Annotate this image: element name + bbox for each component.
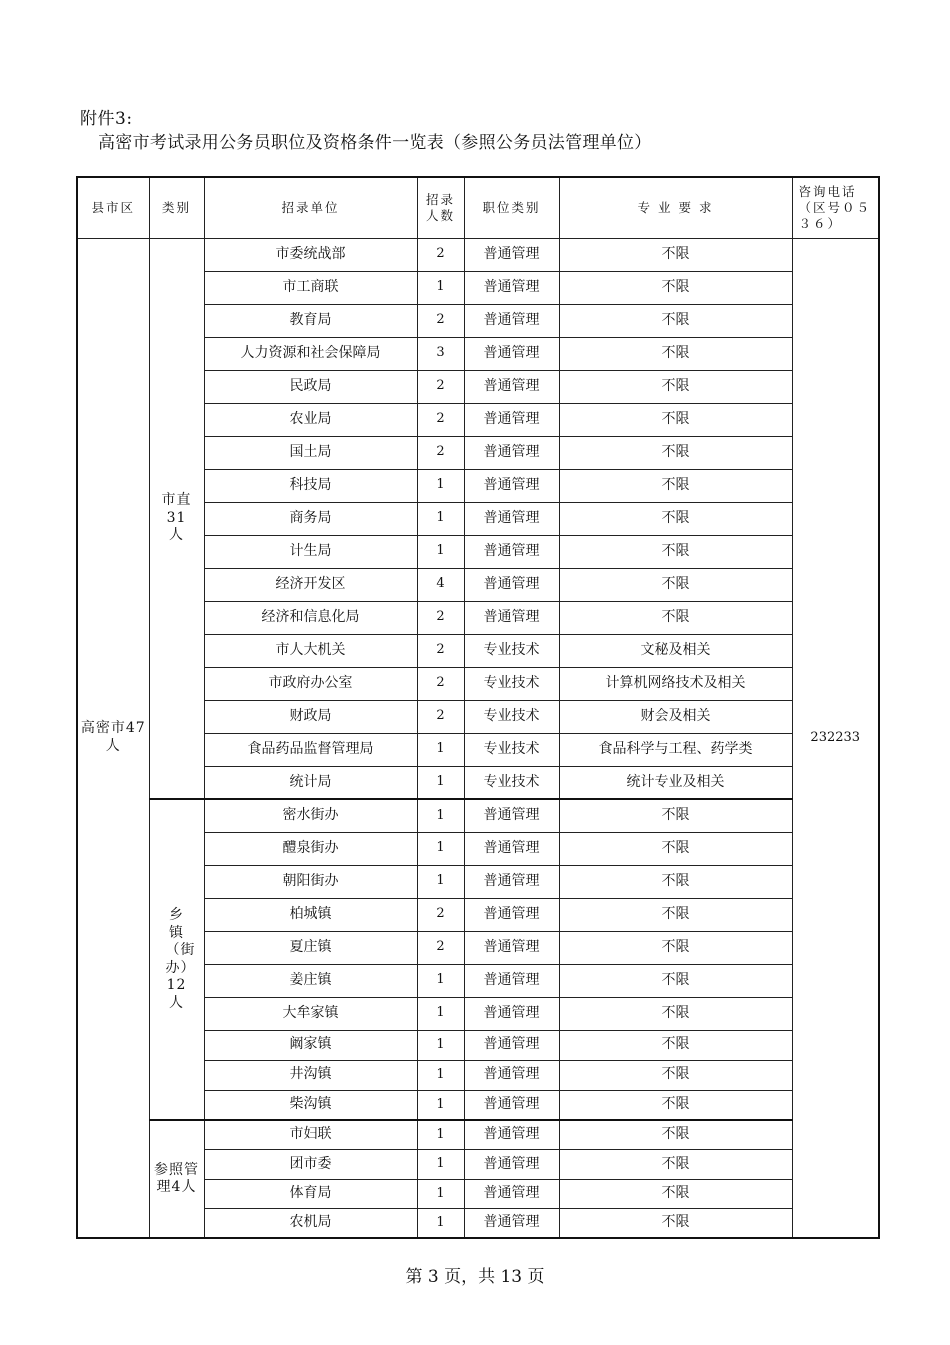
count-cell: 1 [417, 1209, 464, 1239]
count-cell: 2 [417, 403, 464, 436]
unit-cell: 商务局 [204, 502, 417, 535]
major-cell: 不限 [559, 469, 792, 502]
major-cell: 不限 [559, 1150, 792, 1180]
unit-cell: 市政府办公室 [204, 667, 417, 700]
count-cell: 1 [417, 1120, 464, 1150]
header-position: 职位类别 [464, 177, 559, 238]
phone-cell: 232233 [792, 238, 879, 1238]
table-row [77, 799, 879, 832]
position-type-cell: 普通管理 [464, 502, 559, 535]
major-cell: 不限 [559, 1060, 792, 1090]
unit-cell: 科技局 [204, 469, 417, 502]
major-cell: 不限 [559, 1179, 792, 1209]
major-cell: 不限 [559, 304, 792, 337]
major-cell: 不限 [559, 403, 792, 436]
unit-cell: 统计局 [204, 766, 417, 799]
unit-cell: 密水街办 [204, 799, 417, 832]
major-cell: 计算机网络技术及相关 [559, 667, 792, 700]
count-cell: 1 [417, 502, 464, 535]
header-count [417, 177, 464, 238]
unit-cell: 教育局 [204, 304, 417, 337]
position-type-cell: 普通管理 [464, 931, 559, 964]
major-cell: 财会及相关 [559, 700, 792, 733]
position-type-cell: 普通管理 [464, 1030, 559, 1060]
unit-cell: 醴泉街办 [204, 832, 417, 865]
recruitment-table [76, 176, 880, 1239]
major-cell: 不限 [559, 799, 792, 832]
position-type-cell: 普通管理 [464, 997, 559, 1030]
position-type-cell: 普通管理 [464, 799, 559, 832]
unit-cell: 经济开发区 [204, 568, 417, 601]
major-cell: 文秘及相关 [559, 634, 792, 667]
count-cell: 2 [417, 700, 464, 733]
position-type-cell: 普通管理 [464, 865, 559, 898]
unit-cell: 食品药品监督管理局 [204, 733, 417, 766]
count-cell: 1 [417, 1150, 464, 1180]
unit-cell: 井沟镇 [204, 1060, 417, 1090]
unit-cell: 市委统战部 [204, 238, 417, 271]
unit-cell: 民政局 [204, 370, 417, 403]
count-cell: 2 [417, 601, 464, 634]
position-type-cell: 专业技术 [464, 700, 559, 733]
count-cell: 1 [417, 733, 464, 766]
header-county: 县市区 [77, 177, 149, 238]
position-type-cell: 普通管理 [464, 1120, 559, 1150]
position-type-cell: 普通管理 [464, 370, 559, 403]
count-cell: 2 [417, 370, 464, 403]
attachment-label: 附件3: [80, 109, 133, 129]
unit-cell: 市工商联 [204, 271, 417, 304]
count-cell: 2 [417, 634, 464, 667]
header-count-line1: 招录 [425, 192, 455, 208]
count-cell: 2 [417, 304, 464, 337]
unit-cell: 市人大机关 [204, 634, 417, 667]
major-cell: 不限 [559, 502, 792, 535]
major-cell: 不限 [559, 568, 792, 601]
unit-cell: 国土局 [204, 436, 417, 469]
unit-cell: 大牟家镇 [204, 997, 417, 1030]
major-cell: 食品科学与工程、药学类 [559, 733, 792, 766]
major-cell: 不限 [559, 832, 792, 865]
major-cell: 不限 [559, 1090, 792, 1120]
unit-cell: 团市委 [204, 1150, 417, 1180]
header-category: 类别 [149, 177, 204, 238]
position-type-cell: 普通管理 [464, 1060, 559, 1090]
table-row [77, 238, 879, 271]
major-cell: 不限 [559, 997, 792, 1030]
count-cell: 1 [417, 799, 464, 832]
count-cell: 1 [417, 271, 464, 304]
position-type-cell: 普通管理 [464, 535, 559, 568]
count-cell: 1 [417, 997, 464, 1030]
position-type-cell: 普通管理 [464, 403, 559, 436]
count-cell: 1 [417, 766, 464, 799]
count-cell: 1 [417, 1060, 464, 1090]
unit-cell: 柏城镇 [204, 898, 417, 931]
unit-cell: 阚家镇 [204, 1030, 417, 1060]
position-type-cell: 普通管理 [464, 304, 559, 337]
major-cell: 不限 [559, 238, 792, 271]
unit-cell: 朝阳街办 [204, 865, 417, 898]
category-cell: 参照管理4人 [149, 1120, 204, 1238]
header-unit: 招录单位 [204, 177, 417, 238]
header-major: 专 业 要 求 [559, 177, 792, 238]
position-type-cell: 普通管理 [464, 601, 559, 634]
count-cell: 2 [417, 436, 464, 469]
major-cell: 不限 [559, 535, 792, 568]
position-type-cell: 普通管理 [464, 1209, 559, 1239]
position-type-cell: 普通管理 [464, 271, 559, 304]
count-cell: 2 [417, 238, 464, 271]
major-cell: 不限 [559, 865, 792, 898]
major-cell: 不限 [559, 337, 792, 370]
county-cell: 高密市47人 [77, 238, 149, 1238]
unit-cell: 财政局 [204, 700, 417, 733]
position-type-cell: 专业技术 [464, 634, 559, 667]
position-type-cell: 专业技术 [464, 766, 559, 799]
major-cell: 不限 [559, 601, 792, 634]
table-header-row [77, 177, 879, 238]
position-type-cell: 普通管理 [464, 964, 559, 997]
position-type-cell: 普通管理 [464, 1179, 559, 1209]
count-cell: 1 [417, 1090, 464, 1120]
unit-cell: 柴沟镇 [204, 1090, 417, 1120]
header-count-line2: 人数 [425, 207, 455, 223]
page-footer: 第 3 页，共 13 页 [405, 1267, 545, 1287]
position-type-cell: 普通管理 [464, 337, 559, 370]
count-cell: 2 [417, 898, 464, 931]
unit-cell: 夏庄镇 [204, 931, 417, 964]
document-title: 高密市考试录用公务员职位及资格条件一览表（参照公务员法管理单位） [98, 133, 652, 153]
table-body [77, 238, 879, 1238]
unit-cell: 人力资源和社会保障局 [204, 337, 417, 370]
header-phone-line1: 咨询电话 [798, 184, 857, 200]
position-type-cell: 普通管理 [464, 469, 559, 502]
count-cell: 1 [417, 832, 464, 865]
count-cell: 1 [417, 469, 464, 502]
unit-cell: 农机局 [204, 1209, 417, 1239]
position-type-cell: 专业技术 [464, 733, 559, 766]
category-cell: 乡镇（街办）12人 [149, 799, 204, 1120]
major-cell: 不限 [559, 898, 792, 931]
major-cell: 不限 [559, 370, 792, 403]
count-cell: 1 [417, 535, 464, 568]
major-cell: 不限 [559, 271, 792, 304]
major-cell: 不限 [559, 1209, 792, 1239]
count-cell: 2 [417, 931, 464, 964]
header-phone-line2: （区号０５３６） [798, 199, 872, 231]
count-cell: 2 [417, 667, 464, 700]
unit-cell: 姜庄镇 [204, 964, 417, 997]
count-cell: 1 [417, 1179, 464, 1209]
unit-cell: 经济和信息化局 [204, 601, 417, 634]
unit-cell: 农业局 [204, 403, 417, 436]
major-cell: 不限 [559, 1120, 792, 1150]
unit-cell: 体育局 [204, 1179, 417, 1209]
count-cell: 4 [417, 568, 464, 601]
major-cell: 不限 [559, 436, 792, 469]
position-type-cell: 专业技术 [464, 667, 559, 700]
category-cell: 市直31人 [149, 238, 204, 799]
position-type-cell: 普通管理 [464, 568, 559, 601]
count-cell: 1 [417, 964, 464, 997]
position-type-cell: 普通管理 [464, 436, 559, 469]
major-cell: 不限 [559, 931, 792, 964]
unit-cell: 市妇联 [204, 1120, 417, 1150]
count-cell: 3 [417, 337, 464, 370]
table-row [77, 1120, 879, 1150]
count-cell: 1 [417, 1030, 464, 1060]
position-type-cell: 普通管理 [464, 898, 559, 931]
unit-cell: 计生局 [204, 535, 417, 568]
header-phone [792, 177, 879, 238]
position-type-cell: 普通管理 [464, 1150, 559, 1180]
major-cell: 统计专业及相关 [559, 766, 792, 799]
major-cell: 不限 [559, 964, 792, 997]
major-cell: 不限 [559, 1030, 792, 1060]
count-cell: 1 [417, 865, 464, 898]
position-type-cell: 普通管理 [464, 238, 559, 271]
position-type-cell: 普通管理 [464, 1090, 559, 1120]
position-type-cell: 普通管理 [464, 832, 559, 865]
